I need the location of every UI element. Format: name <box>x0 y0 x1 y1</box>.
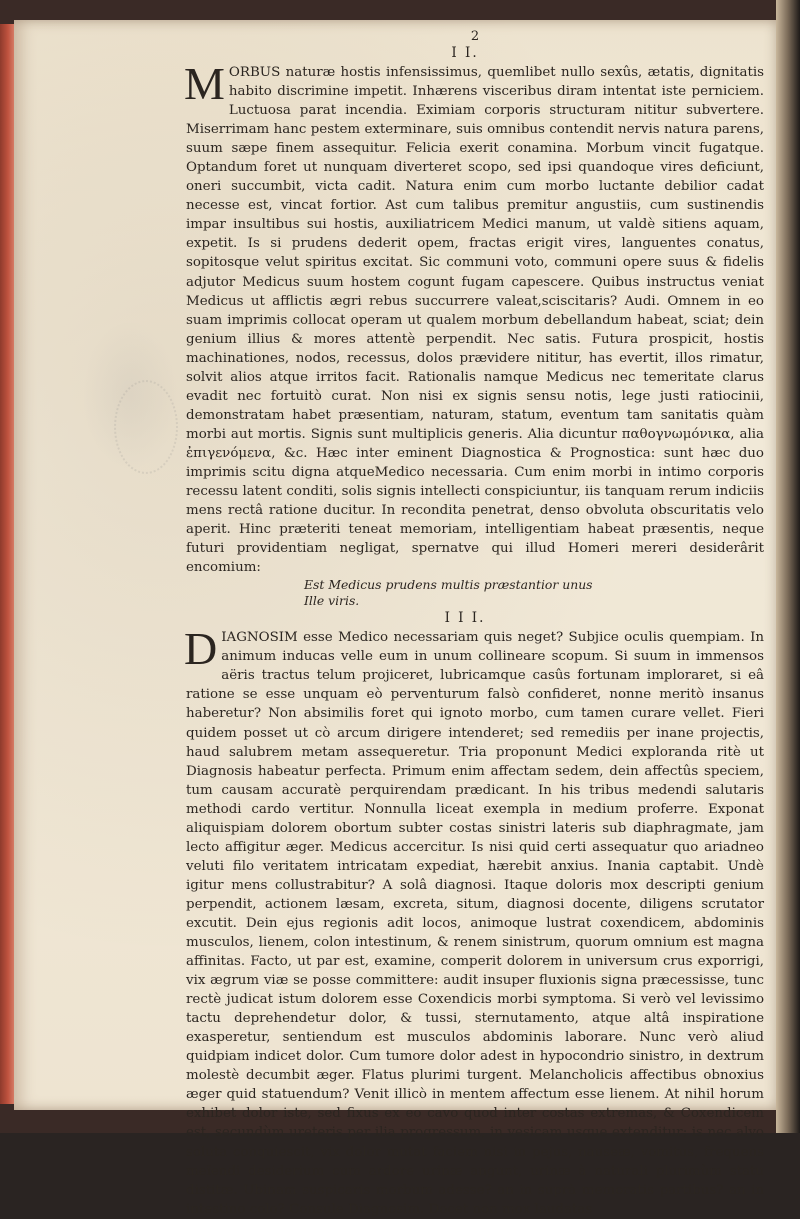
book-gutter <box>776 0 800 1133</box>
text-column <box>186 30 764 1219</box>
section-2-text: ORBUS naturæ hostis infensissimus, quemlibet nullo sexûs, ætatis, dignitatis habito discrimine impetit. Inhærens visceribus diram intentat iste perniciem. Luctuosa parat incendia. Eximiam corporis structuram nititur subvertere. Miserrimam hanc pestem exterminare, suis omnibus contendit nervis natura parens, suum sæpe finem assequitur. Felicia exerit conamina. Morbum vincit fugatque. Optandum foret ut nunquam diverteret scopo, sed ipsi quandoque vires deficiunt, oneri succumbit, victa cadit. Natura enim cum morbo luctante debilior cadat necesse est, vincat fortior. Ast cum talibus premitur angustiis, cum sustinendis impar insultibus sui hostis, auxiliatricem Medici manum, ut valdè sitiens aquam, expetit. Is si prudens dederit opem, fractas erigit vires, languentes conatus, sopitosque velut spiritus excitat. Sic communi voto, communi opere suus & fidelis adjutor Medicus suum hostem cogunt fugam capescere. Quibus instructus veniat Medicus ut afflictis ægri rebus succurrere valeat,sciscitaris? Audi. Omnem in eo suam imprimis collocat operam ut qualem morbum debellandum habeat, sciat; dein genium illius & mores attentè perpendit. Nec satis. Futura prospicit, hostis machinationes, nodos, recessus, dolos prævidere nititur, has evertit, illos rimatur, solvit alios atque irritos facit. Rationalis namque Medicus nec temeritate clarus evadit nec fortuitò curat. Non nisi ex signis sensu notis, lege justi ratiocinii, demonstratam habet præsentiam, naturam, statum, eventum tam sanitatis quàm morbi aut mortis. Signis sunt multiplicis generis. Alia dicuntur παθογνωμόνικα, alia ἐπιγενόμενα, &c. Hæc inter eminent Diagnostica & Prognostica: sunt hæc duo imprimis scitu digna atqueMedico necessaria. Cum enim morbi in intimo corporis recessu latent conditi, solis signis intellecti conspiciuntur, iis tanquam rerum indiciis mens rectâ ratione ducitur. In recondita penetrat, denso obvoluta obscuritatis velo aperit. Hinc præteriti teneat memoriam, intelligentiam habeat præsentis, neque futuri providentiam negligat, spernatve qui illud Homeri mereri desiderârit encomium: <box>186 65 764 576</box>
bleed-through-ring <box>114 380 178 474</box>
section-heading-2: I I. <box>451 45 479 61</box>
section-heading-3: I I I. <box>444 610 486 627</box>
page-number: 2 <box>470 29 480 44</box>
dropcap-d: D <box>184 623 218 675</box>
homer-quote <box>304 577 764 609</box>
paragraph-section-3 <box>184 623 764 1218</box>
quote-line-1: Est Medicus prudens multis præstantior unus <box>304 577 593 593</box>
quote-line-2: Ille viris. <box>304 593 360 609</box>
section-3-text: IAGNOSIM esse Medico necessariam quis neget? Subjice oculis quempiam. In animum inducas velle eum in unum collineare scopum. Si suum in immensos aëris tractus telum projiceret, lubricamque casûs fortunam imploraret, si eâ ratione se esse unquam eò perventurum falsò confideret, nonne meritò insanus haberetur? Non absimilis foret qui ignoto morbo, cum tamen curare vellet. Fieri quidem posset ut cò arcum dirigere intenderet; sed remediis per inane projectis, haud salubrem metam assequeretur. Tria proponunt Medici exploranda ritè ut Diagnosis habeatur perfecta. Primum enim affectam sedem, dein affectûs speciem, tum causam accuratè perquirendam prædicant. In his tribus medendi salutaris methodi cardo vertitur. Nonnulla liceat exempla in medium proferre. Exponat aliquispiam dolorem obortum subter costas sinistri lateris sub diaphragmate, jam lecto affigitur æger. Medicus accercitur. Is nisi quid certi assequatur quo ariadneo veluti filo veritatem intricatam expediat, hærebit anxius. Inania captabit. Undè igitur mens collustrabitur? A solâ diagnosi. Itaque doloris mox descripti genium perpendit, actionem læsam, excreta, situm, diagnosi docente, diligens scrutator excutit. Dein ejus regionis adit locos, animoque lustrat coxendicem, abdominis musculos, lienem, colon intestinum, & renem sinistrum, quorum omnium est magna affinitas. Facto, ut par est, examine, comperit dolorem in universum crus exporrigi, vix ægrum viæ se posse committere: audit insuper fluxionis signa præcessisse, tunc rectè judicat istum dolorem esse Coxendicis morbi symptoma. Si verò vel levissimo tactu deprehendetur dolor, & tussi, sternutamento, atque altâ inspiratione exasperetur, sentiendum est musculos abdominis laborare. Nunc verò aliud quidpiam indicet dolor. Cum tumore dolor adest in hypocondrio sinistro, in dextrum molestè decumbit æger. Flatus plurimi turgent. Melancholicis affectibus obnoxius æger quid statuendum? Venit illicò in mentem affectum esse lienem. At nihil horum exhibet dolor iste, sed fixus ex eo cavo quod inter costas extremas, & Coxendicem est, secundùm ureteris per ilia progressum, in vesicam usque extenditur; is nec alvo soluta conquiescit, vix dolor mutat faciem nisi in pejus, nauseæ, vomitus, frequens meïendi desiderium cum ardore urinæ angunt, urinæ à naturali plurimùm statu distitæ. Ubinam suspicaris morbum adesse? an in suprà memoratis partibus? an in intestino colo? Consule Diagnosim. Docet non mox laudatas <box>186 630 764 1217</box>
dropcap-m: M <box>184 58 225 109</box>
paragraph-section-2 <box>184 58 764 577</box>
